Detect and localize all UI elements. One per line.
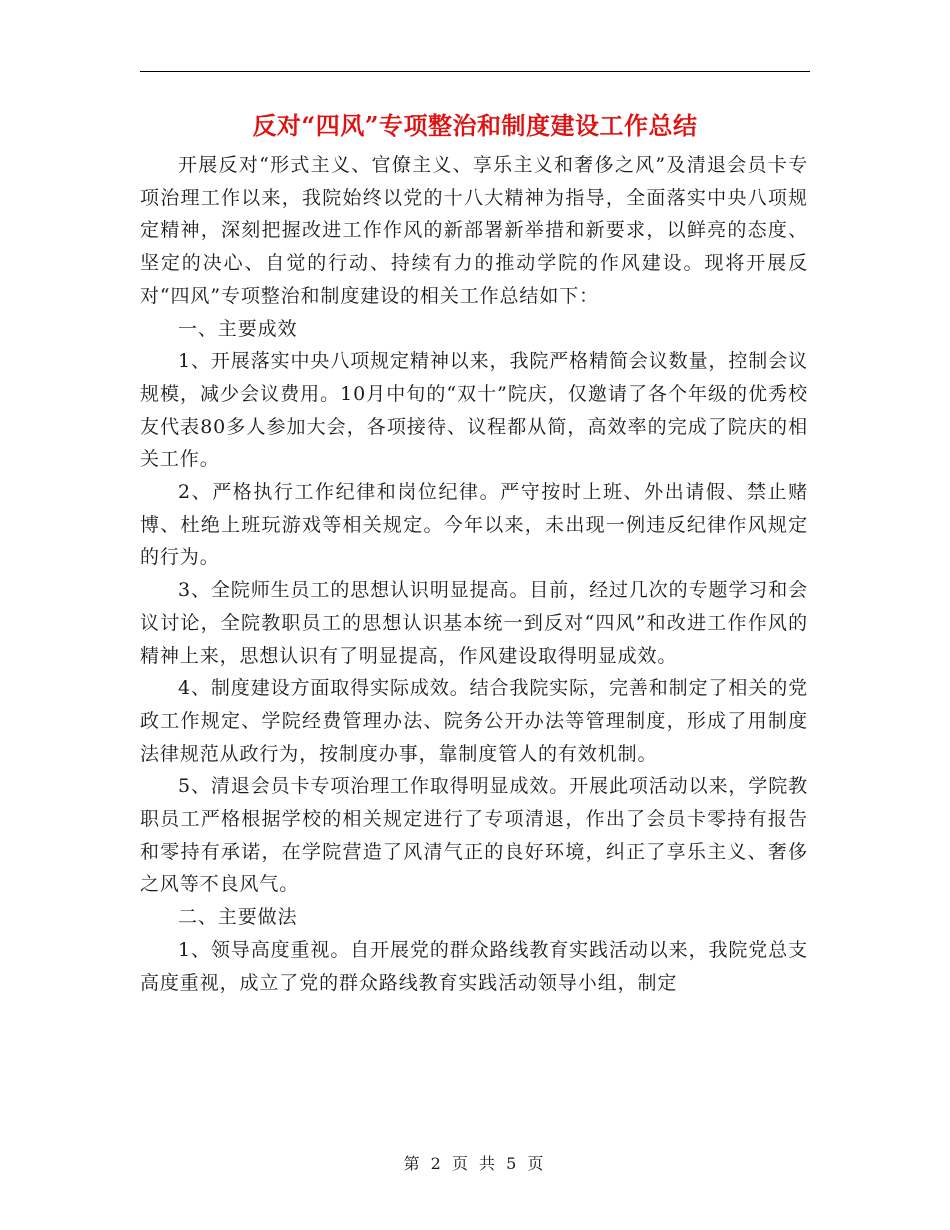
- result-item-2: 2、严格执行工作纪律和岗位纪律。严守按时上班、外出请假、禁止赌博、杜绝上班玩游戏等相关规定。今年以来，未出现一例违反纪律作风规定的行为。: [140, 481, 808, 569]
- result-item-3: 3、全院师生员工的思想认识明显提高。目前，经过几次的专题学习和会议讨论，全院教职员工的思想认识基本统一到反对“四风”和改进工作作风的精神上来，思想认识有了明显提高，作风建设取得明显成效。: [140, 579, 808, 667]
- page-number-footer: 第 2 页 共 5 页: [403, 1154, 547, 1173]
- method-item-1: 1、领导高度重视。自开展党的群众路线教育实践活动以来，我院党总支高度重视，成立了党的群众路线教育实践活动领导小组，制定: [140, 938, 808, 994]
- result-item-5: 5、清退会员卡专项治理工作取得明显成效。开展此项活动以来，学院教职员工严格根据学校的相关规定进行了专项清退，作出了会员卡零持有报告和零持有承诺，在学院营造了风清气正的良好环境，纠正了享乐主义、奢侈之风等不良风气。: [140, 775, 808, 896]
- document-body: [140, 149, 808, 999]
- section-heading-methods: 二、主要做法: [178, 906, 298, 929]
- result-item-1: 1、开展落实中央八项规定精神以来，我院严格精简会议数量，控制会议规模，减少会议费用。10月中旬的“双十”院庆，仅邀请了各个年级的优秀校友代表80多人参加大会，各项接待、议程都从简，高效率的完成了院庆的相关工作。: [140, 350, 808, 471]
- intro-paragraph: 开展反对“形式主义、官僚主义、享乐主义和奢侈之风”及清退会员卡专项治理工作以来，我院始终以党的十八大精神为指导，全面落实中央八项规定精神，深刻把握改进工作作风的新部署新举措和新要求，以鲜亮的态度、坚定的决心、自觉的行动、持续有力的推动学院的作风建设。现将开展反对“四风”专项整治和制度建设的相关工作总结如下：: [140, 154, 808, 307]
- header-rule: [140, 71, 810, 72]
- section-heading-results: 一、主要成效: [178, 317, 298, 340]
- result-item-4: 4、制度建设方面取得实际成效。结合我院实际，完善和制定了相关的党政工作规定、学院经费管理办法、院务公开办法等管理制度，形成了用制度法律规范从政行为，按制度办事，靠制度管人的有效机制。: [140, 677, 808, 765]
- document-title: 反对“四风”专项整治和制度建设工作总结: [252, 111, 698, 140]
